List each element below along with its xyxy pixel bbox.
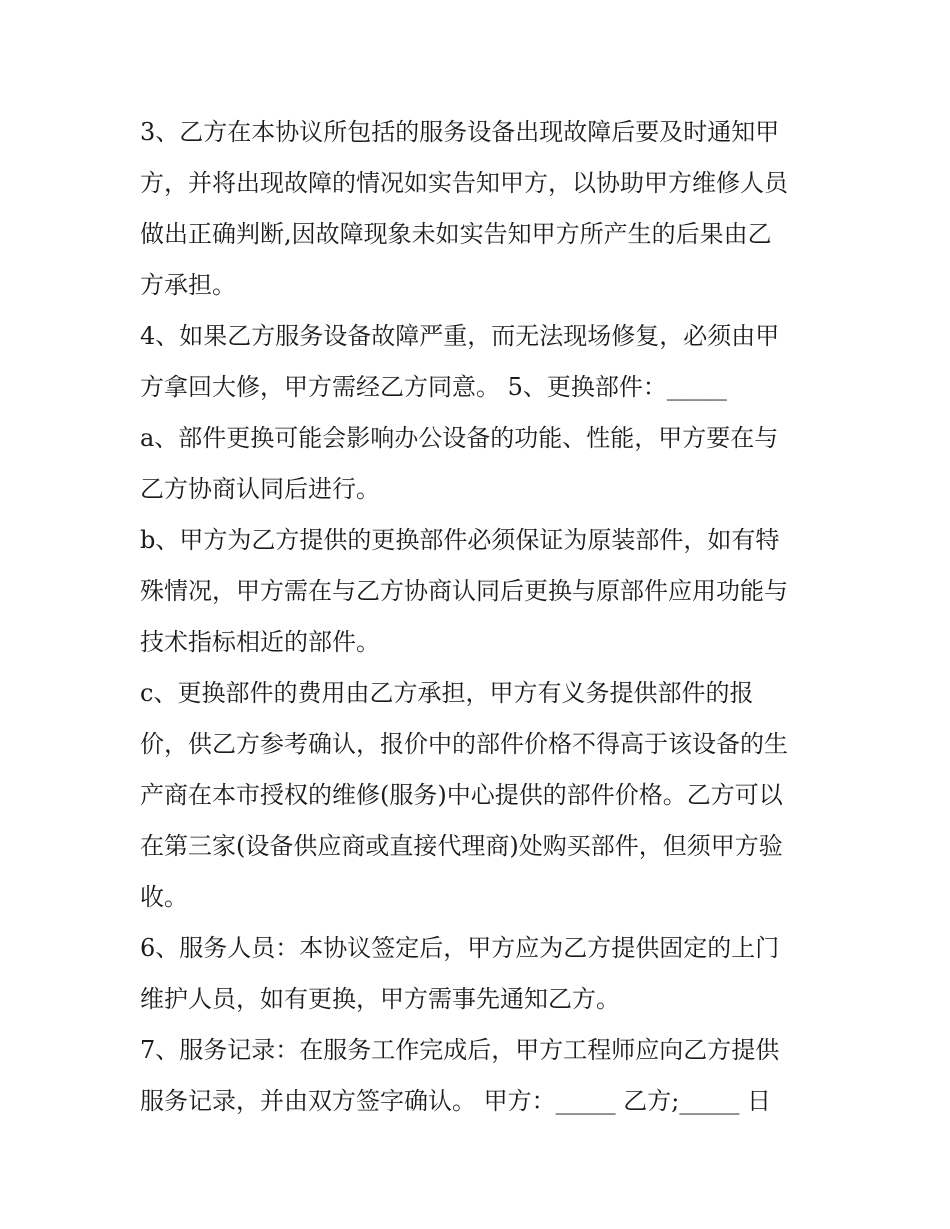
text-line: 价，供乙方参考确认，报价中的部件价格不得高于该设备的生 <box>140 730 788 758</box>
text-line: c、更换部件的费用由乙方承担，甲方有义务提供部件的报 <box>140 679 754 707</box>
text-line: 服务记录，并由双方签字确认。 甲方：_____ 乙方;_____ 日 <box>140 1087 771 1115</box>
text-line: 7、服务记录：在服务工作完成后，甲方工程师应向乙方提供 <box>140 1036 780 1064</box>
text-line: 维护人员，如有更换，甲方需事先通知乙方。 <box>140 985 620 1013</box>
text-line: 4、如果乙方服务设备故障严重，而无法现场修复，必须由甲 <box>140 322 780 350</box>
text-line: a、部件更换可能会影响办公设备的功能、性能，甲方要在与 <box>140 424 779 452</box>
text-line: 6、服务人员：本协议签定后，甲方应为乙方提供固定的上门 <box>140 934 780 962</box>
text-line: 产商在本市授权的维修(服务)中心提供的部件价格。乙方可以 <box>140 781 783 809</box>
text-line: 方拿回大修，甲方需经乙方同意。 5、更换部件：_____ <box>140 373 727 401</box>
text-line: 方，并将出现故障的情况如实告知甲方，以协助甲方维修人员 <box>140 169 788 197</box>
text-line: 殊情况，甲方需在与乙方协商认同后更换与原部件应用功能与 <box>140 577 788 605</box>
text-line: 收。 <box>140 883 188 911</box>
text-line: 3、乙方在本协议所包括的服务设备出现故障后要及时通知甲 <box>140 118 780 146</box>
text-line: 乙方协商认同后进行。 <box>140 475 380 503</box>
document-body <box>140 107 820 1127</box>
text-line: 做出正确判断,因故障现象未如实告知甲方所产生的后果由乙 <box>140 220 772 248</box>
text-line: 在第三家(设备供应商或直接代理商)处购买部件，但须甲方验 <box>140 832 783 860</box>
text-line: 技术指标相近的部件。 <box>140 628 380 656</box>
text-line: b、甲方为乙方提供的更换部件必须保证为原装部件，如有特 <box>140 526 780 554</box>
text-line: 方承担。 <box>140 271 236 299</box>
